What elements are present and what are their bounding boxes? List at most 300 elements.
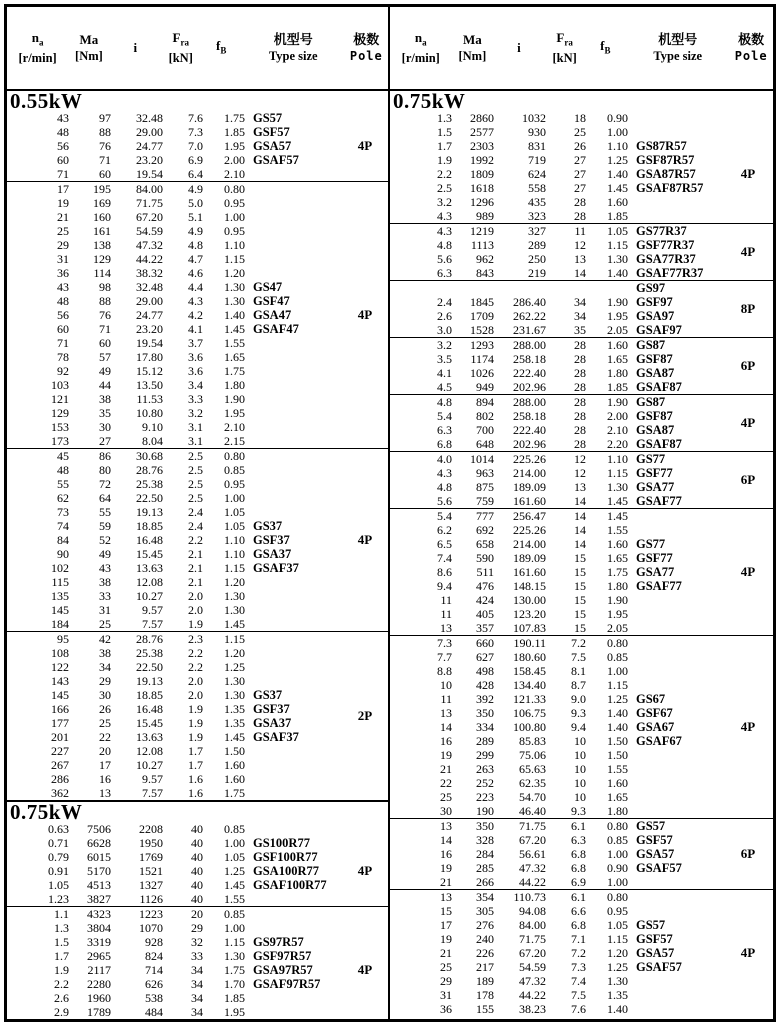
type-size-label: GSAF47 [253,322,299,336]
cell-ma: 949 [476,380,494,394]
cell-i: 10.27 [136,758,163,772]
cell-ma: 843 [476,266,494,280]
cell-na: 3.0 [437,323,452,337]
cell-ma: 284 [476,847,494,861]
cell-fb: 0.95 [607,904,628,918]
cell-na: 45 [57,449,69,463]
table-row [390,974,773,988]
cell-fb: 1.75 [224,963,245,977]
cell-fra: 6.9 [188,153,203,167]
spec-rows [390,890,773,1016]
cell-fb: 1.80 [607,579,628,593]
cell-na: 14 [440,720,452,734]
type-size-labels [636,281,682,337]
cell-na: 3.2 [437,195,452,209]
cell-ma: 30 [99,688,111,702]
cell-fb: 1.85 [607,209,628,223]
cell-fra: 9.3 [571,706,586,720]
cell-fra: 4.8 [188,238,203,252]
cell-fb: 1.30 [224,674,245,688]
cell-ma: 59 [99,519,111,533]
cell-fb: 1.50 [607,748,628,762]
type-size-label: GSF67 [636,706,673,720]
cell-ma: 195 [93,182,111,196]
cell-i: 148.15 [513,579,546,593]
section-title: 0.75kW [10,800,83,824]
cell-fra: 26 [574,139,586,153]
cell-na: 19 [440,748,452,762]
cell-fb: 1.25 [607,692,628,706]
cell-i: 84.00 [519,918,546,932]
type-size-label: GSAF57 [636,960,682,974]
cell-fra: 4.4 [188,280,203,294]
table-row [7,111,388,125]
table-header [7,7,773,91]
cell-fra: 15 [574,607,586,621]
cell-i: 121.33 [513,692,546,706]
cell-i: 29.00 [136,125,163,139]
table-row [7,210,388,224]
cell-fra: 2.5 [188,463,203,477]
cell-na: 145 [51,603,69,617]
cell-fra: 1.6 [188,772,203,786]
type-size-label: GSF97R57 [253,949,312,963]
type-size-label: GSAF57 [636,861,682,875]
cell-ma: 1174 [470,352,494,366]
cell-fra: 33 [191,949,203,963]
cell-fb: 1.30 [224,688,245,702]
cell-i: 323 [528,209,546,223]
cell-i: 67.20 [519,946,546,960]
col-header-symbol: 机型号 [273,32,313,47]
cell-fra: 7.6 [571,1002,586,1016]
cell-na: 15 [440,904,452,918]
cell-i: 29.00 [136,294,163,308]
cell-i: 327 [528,224,546,238]
cell-ma: 29 [99,674,111,688]
cell-fb: 1.45 [607,181,628,195]
col-header-type-size [626,32,729,64]
cell-fra: 40 [191,864,203,878]
cell-ma: 60 [99,336,111,350]
cell-i: 9.57 [142,603,163,617]
cell-i: 30.68 [136,449,163,463]
cell-i: 714 [145,963,163,977]
spec-rows [390,395,773,451]
cell-fra: 2.1 [188,561,203,575]
cell-i: 13.50 [136,378,163,392]
col-header-symbol: $f_B$ [216,37,227,56]
table-row [7,702,388,716]
cell-fra: 34 [191,977,203,991]
type-size-label: GS37 [253,688,283,702]
col-header-unit: [kN] [552,51,577,66]
cell-na: 0.79 [48,850,69,864]
cell-na: 1.7 [54,949,69,963]
type-size-label: GSA77 [636,565,675,579]
cell-ma: 263 [476,762,494,776]
cell-na: 2.4 [437,295,452,309]
cell-fb: 1.10 [224,533,245,547]
cell-fra: 20 [191,907,203,921]
col-header-unit: [r/min] [401,51,440,66]
table-row [390,692,773,706]
cell-i: 1769 [139,850,163,864]
cell-fb: 1.80 [224,378,245,392]
table-row [7,378,388,392]
cell-fb: 0.80 [607,636,628,650]
cell-fb: 1.30 [607,974,628,988]
table-row [390,323,773,337]
table-row [7,252,388,266]
cell-ma: 71 [99,322,111,336]
type-size-labels [636,139,703,195]
cell-na: 30 [440,804,452,818]
cell-na: 36 [57,266,69,280]
cell-fra: 34 [191,991,203,1005]
spec-block [390,337,773,394]
type-size-label: GS37 [253,519,283,533]
spec-block [7,906,388,1019]
cell-fb: 1.65 [607,352,628,366]
cell-i: 286.40 [513,295,546,309]
table-row [7,280,388,294]
cell-ma: 190 [476,804,494,818]
cell-na: 4.0 [437,452,452,466]
cell-na: 184 [51,617,69,631]
table-row [7,921,388,935]
cell-i: 24.77 [136,308,163,322]
cell-ma: 160 [93,210,111,224]
cell-na: 3.2 [437,338,452,352]
cell-fb: 1.40 [224,308,245,322]
cell-ma: 2280 [87,977,111,991]
cell-fra: 2.3 [188,632,203,646]
table-row [7,1005,388,1019]
cell-fra: 2.0 [188,603,203,617]
cell-fra: 28 [574,395,586,409]
col-header-unit: [kN] [168,51,193,66]
table-row [7,308,388,322]
table-body [7,91,773,1019]
cell-fb: 1.45 [224,322,245,336]
spec-block [7,448,388,631]
table-row [390,607,773,621]
cell-i: 225.26 [513,452,546,466]
cell-na: 14 [440,833,452,847]
cell-na: 31 [440,988,452,1002]
type-size-label: GS67 [636,692,666,706]
cell-i: 1126 [139,892,163,906]
cell-na: 6.5 [437,537,452,551]
col-header-fra [161,30,200,67]
cell-i: 19.54 [136,336,163,350]
cell-fra: 35 [574,323,586,337]
table-row [7,744,388,758]
cell-fb: 2.00 [224,153,245,167]
cell-i: 256.47 [513,509,546,523]
cell-fb: 1.40 [607,266,628,280]
type-size-label: GS87 [636,338,666,352]
cell-i: 558 [528,181,546,195]
cell-i: 19.13 [136,505,163,519]
cell-i: 12.08 [136,575,163,589]
cell-na: 25 [440,790,452,804]
cell-na: 108 [51,646,69,660]
cell-i: 71.75 [519,819,546,833]
cell-fb: 0.90 [607,111,628,125]
cell-fb: 1.15 [607,238,628,252]
cell-fra: 7.0 [188,139,203,153]
table-row [7,716,388,730]
cell-ma: 1293 [470,338,494,352]
cell-i: 289 [528,238,546,252]
table-row [7,364,388,378]
cell-fra: 4.3 [188,294,203,308]
cell-fra: 34 [191,963,203,977]
col-header-unit: [r/min] [18,51,57,66]
cell-fra: 5.1 [188,210,203,224]
cell-na: 2.6 [437,309,452,323]
cell-ma: 27 [99,434,111,448]
cell-ma: 38 [99,392,111,406]
cell-fra: 3.3 [188,392,203,406]
cell-ma: 357 [476,621,494,635]
table-row [390,338,773,352]
table-row [390,776,773,790]
cell-fra: 15 [574,579,586,593]
cell-fra: 6.1 [571,819,586,833]
cell-fb: 1.40 [607,167,628,181]
cell-ma: 2117 [87,963,111,977]
table-row [390,494,773,508]
table-row [390,139,773,153]
type-size-label: GS57 [253,111,283,125]
table-row [390,1002,773,1016]
type-size-labels [636,819,682,875]
cell-na: 4.8 [437,395,452,409]
cell-na: 5.4 [437,509,452,523]
cell-na: 7.7 [437,650,452,664]
col-header-type-size [242,32,345,64]
type-size-label: GSAF97R57 [253,977,321,991]
table-row [7,575,388,589]
cell-ma: 2860 [470,111,494,125]
table-row [7,420,388,434]
cell-fra: 3.6 [188,350,203,364]
cell-i: 19.54 [136,167,163,181]
power-section [390,91,773,1016]
cell-fb: 1.55 [607,762,628,776]
type-size-labels [253,111,299,167]
cell-i: 17.80 [136,350,163,364]
power-section [7,800,388,1019]
table-row [7,688,388,702]
type-size-label: GSF87 [636,352,673,366]
cell-fb: 1.80 [607,366,628,380]
cell-na: 19 [440,932,452,946]
cell-fb: 1.60 [607,537,628,551]
cell-fra: 3.4 [188,378,203,392]
cell-na: 177 [51,716,69,730]
spec-block [390,889,773,1016]
cell-i: 15.12 [136,364,163,378]
cell-ma: 43 [99,561,111,575]
col-header-unit: Type size [268,49,318,63]
type-size-label: GSAF100R77 [253,878,327,892]
cell-fra: 28 [574,409,586,423]
cell-i: 67.20 [136,210,163,224]
cell-ma: 7506 [87,822,111,836]
cell-fra: 13 [574,480,586,494]
table-row [390,988,773,1002]
cell-fb: 1.00 [607,875,628,889]
cell-na: 3.5 [437,352,452,366]
cell-fra: 7.4 [571,974,586,988]
cell-i: 16.48 [136,533,163,547]
cell-na: 56 [57,139,69,153]
cell-fb: 1.60 [224,758,245,772]
cell-fb: 1.10 [224,238,245,252]
cell-ma: 658 [476,537,494,551]
cell-na: 25 [440,960,452,974]
cell-na: 0.91 [48,864,69,878]
table-row [390,537,773,551]
cell-fb: 1.00 [224,921,245,935]
table-row [7,449,388,463]
cell-fb: 1.05 [224,850,245,864]
col-header-na [390,30,452,67]
cell-i: 161.60 [513,565,546,579]
table-row [7,238,388,252]
cell-fra: 3.1 [188,434,203,448]
cell-fb: 1.05 [224,519,245,533]
table-row [7,491,388,505]
cell-na: 115 [51,575,69,589]
cell-fra: 1.9 [188,702,203,716]
cell-fb: 1.15 [224,252,245,266]
cell-fra: 4.6 [188,266,203,280]
cell-fra: 28 [574,437,586,451]
cell-i: 13.63 [136,561,163,575]
cell-na: 121 [51,392,69,406]
cell-fra: 40 [191,892,203,906]
cell-fb: 1.20 [224,646,245,660]
cell-ma: 88 [99,125,111,139]
cell-ma: 2577 [470,125,494,139]
cell-ma: 3804 [87,921,111,935]
section-title: 0.75kW [393,91,466,113]
type-size-label: GSF100R77 [253,850,318,864]
cell-fra: 4.9 [188,224,203,238]
type-size-label: GSF57 [253,125,290,139]
cell-ma: 138 [93,238,111,252]
cell-fb: 0.80 [607,890,628,904]
cell-ma: 155 [476,1002,494,1016]
cell-i: 25.38 [136,646,163,660]
cell-fb: 2.15 [224,434,245,448]
cell-na: 227 [51,744,69,758]
cell-i: 10.27 [136,589,163,603]
table-row [390,167,773,181]
cell-na: 22 [440,776,452,790]
cell-i: 44.22 [519,988,546,1002]
type-size-label: GSA67 [636,720,675,734]
col-header-symbol: Ma [462,32,482,47]
pole-label: 4P [740,564,756,579]
cell-na: 43 [57,280,69,294]
type-size-label: GSA57 [253,139,292,153]
cell-fb: 1.30 [224,949,245,963]
cell-fra: 32 [191,935,203,949]
cell-i: 1327 [139,878,163,892]
cell-fra: 4.9 [188,182,203,196]
cell-ma: 38 [99,646,111,660]
cell-fb: 1.00 [224,491,245,505]
cell-na: 1.9 [54,963,69,977]
spec-block [390,280,773,337]
cell-fra: 28 [574,352,586,366]
cell-fra: 25 [574,125,586,139]
cell-na: 8.8 [437,664,452,678]
cell-fra: 6.4 [188,167,203,181]
cell-ma: 1845 [470,295,494,309]
cell-fb: 2.10 [607,423,628,437]
cell-fb: 1.00 [607,847,628,861]
cell-i: 107.83 [513,621,546,635]
cell-i: 85.83 [519,734,546,748]
cell-fra: 2.1 [188,575,203,589]
col-header-unit: [Nm] [458,49,487,63]
table-row [390,395,773,409]
cell-na: 2.2 [437,167,452,181]
table-row [7,878,388,892]
type-size-labels [636,395,682,451]
type-size-label: GSA100R77 [253,864,319,878]
cell-ma: 240 [476,932,494,946]
cell-fb: 1.15 [224,561,245,575]
cell-fra: 15 [574,621,586,635]
type-size-label: GSA97R57 [253,963,313,977]
cell-fb: 1.75 [607,565,628,579]
cell-ma: 49 [99,547,111,561]
cell-fb: 0.85 [607,650,628,664]
cell-fb: 1.55 [607,523,628,537]
spec-rows [7,632,388,800]
cell-i: 219 [528,266,546,280]
table-row [7,836,388,850]
pole-label: 4P [740,166,756,181]
spec-block [7,822,388,906]
cell-fb: 2.10 [224,167,245,181]
cell-fb: 1.30 [224,589,245,603]
cell-ma: 97 [99,111,111,125]
type-size-label: GSA87 [636,423,675,437]
type-size-label: GS57 [636,918,666,932]
cell-ma: 289 [476,734,494,748]
table-row [390,111,773,125]
cell-fra: 12 [574,466,586,480]
cell-fb: 0.95 [224,224,245,238]
cell-i: 222.40 [513,423,546,437]
cell-na: 166 [51,702,69,716]
cell-na: 48 [57,125,69,139]
cell-na: 2.2 [54,977,69,991]
cell-ma: 6628 [87,836,111,850]
cell-fra: 2.2 [188,646,203,660]
cell-fra: 14 [574,523,586,537]
cell-fra: 13 [574,252,586,266]
